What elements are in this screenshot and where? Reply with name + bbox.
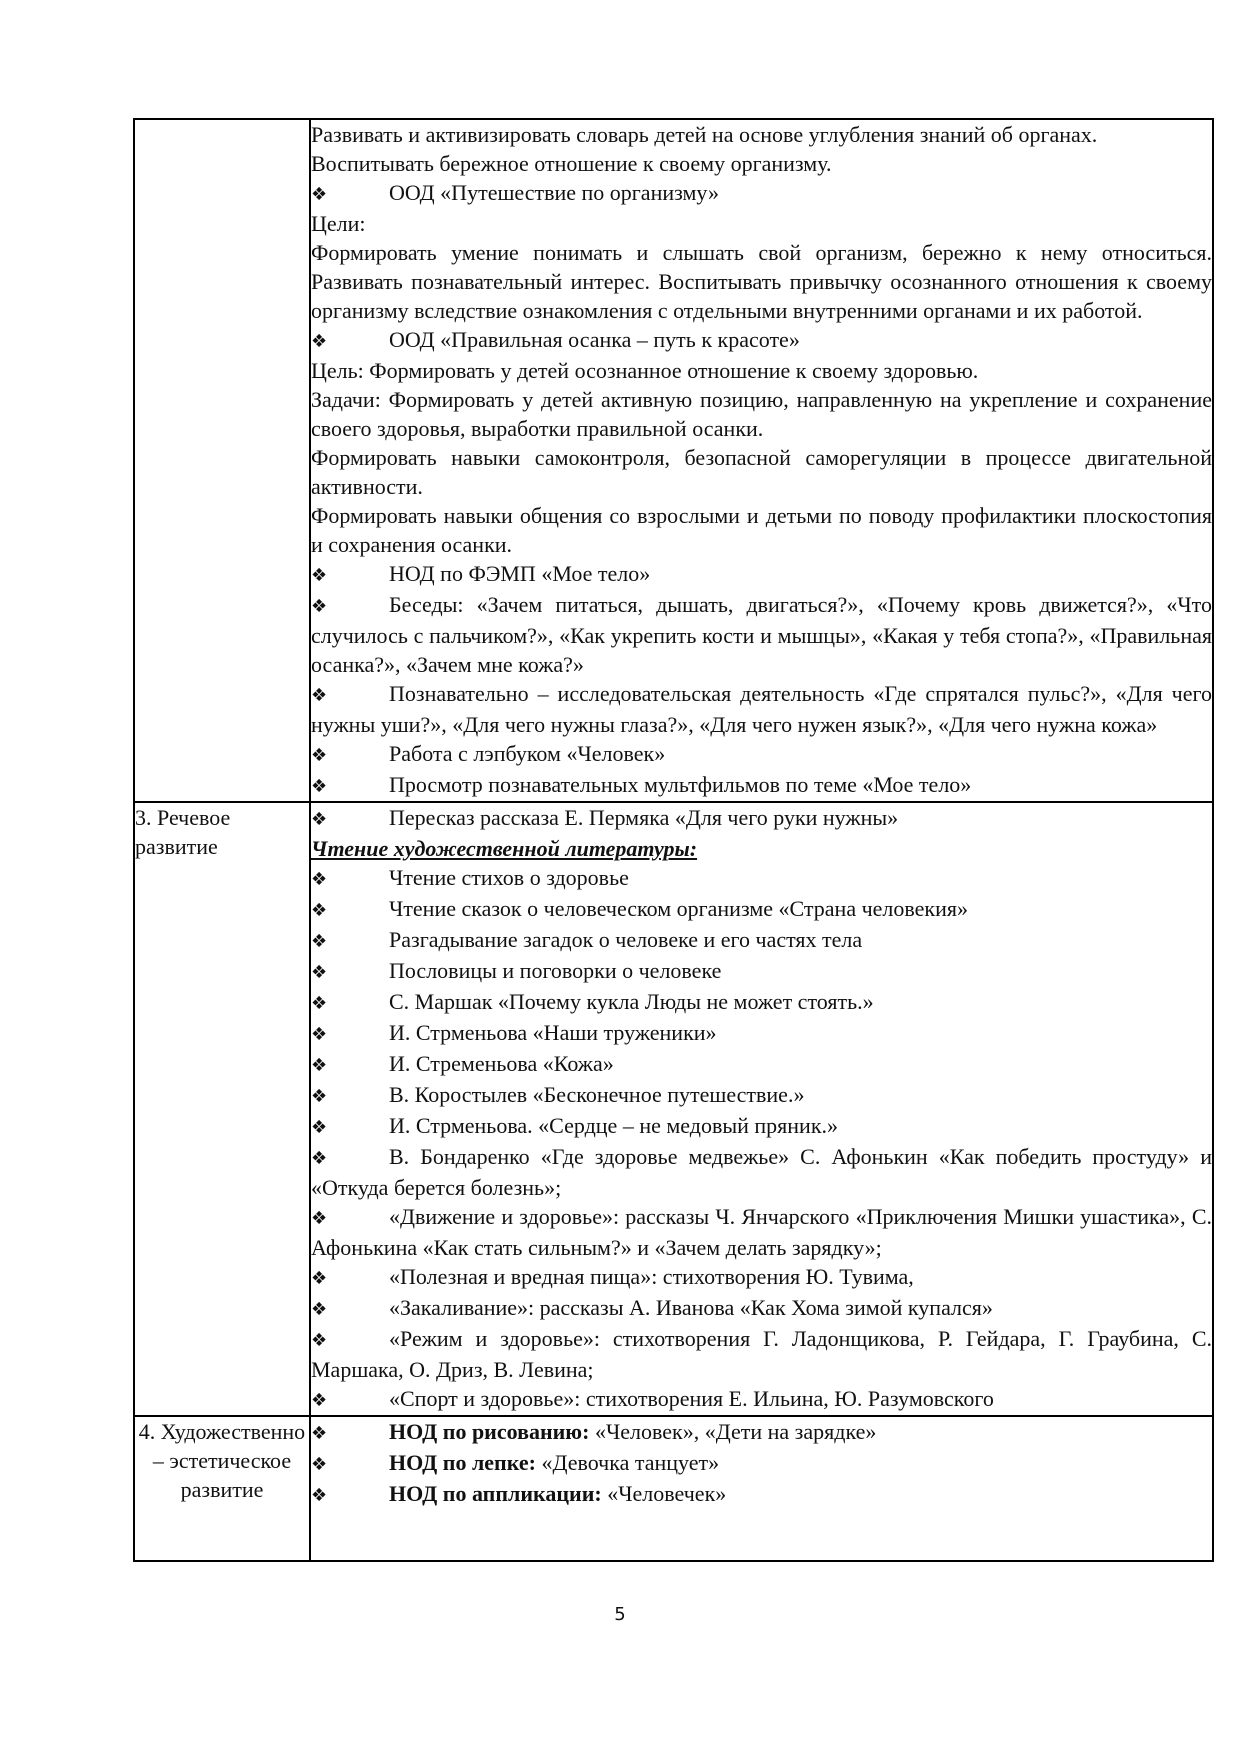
diamond-bullet-icon: ❖ <box>311 993 328 1014</box>
diamond-bullet-icon: ❖ <box>311 1454 328 1475</box>
bullet-item <box>311 987 1212 1018</box>
activity-title: НОД по рисованию: <box>389 1419 590 1444</box>
bullet-item <box>311 1293 1212 1324</box>
content-cell <box>310 119 1213 802</box>
bullet-text: Познавательно – исследовательская деятельность «Где спрятался пульс?», «Для чего нужны уши?», «Для чего нужны глаза?», «Для чего нужен язык?», «Для чего нужна кожа» <box>311 681 1212 737</box>
bullet-item <box>311 1018 1212 1049</box>
content-cell <box>310 1416 1213 1561</box>
bullet-item <box>311 1262 1212 1293</box>
section-cell: 4. Художественно – эстетическое развитие <box>134 1416 310 1561</box>
content-cell <box>310 802 1213 1416</box>
bullet-text: Пословицы и поговорки о человеке <box>389 958 722 983</box>
bullet-text: И. Стрменьова. «Сердце – не медовый пряник.» <box>389 1113 839 1138</box>
bullet-item <box>311 1417 1212 1448</box>
table-row <box>134 119 1213 802</box>
bullet-item <box>311 1448 1212 1479</box>
paragraph: Формировать умение понимать и слышать свой организм, бережно к нему относиться. Развивать познавательный интерес. Воспитывать привычку осознанного отношения к своему организму вследствие ознакомления с отдельными внутренними органами и их работой. <box>311 240 1212 323</box>
paragraph: Формировать навыки самоконтроля, безопасной саморегуляции в процессе двигательной активности. <box>311 445 1212 499</box>
bullet-text: Работа с лэпбуком «Человек» <box>389 741 666 766</box>
section-cell <box>134 119 310 802</box>
table-row <box>134 802 1213 1416</box>
diamond-bullet-icon: ❖ <box>311 962 328 983</box>
diamond-bullet-icon: ❖ <box>311 745 328 766</box>
bullet-text: Чтение сказок о человеческом организме «Страна человекия» <box>389 896 969 921</box>
curriculum-table <box>133 118 1214 1562</box>
paragraph: Цели: <box>311 211 366 236</box>
bullet-item <box>311 559 1212 590</box>
bullet-text: И. Стрменьова «Наши труженики» <box>389 1020 717 1045</box>
diamond-bullet-icon: ❖ <box>311 1148 328 1169</box>
bullet-text: «Полезная и вредная пища»: стихотворения Ю. Тувима, <box>389 1264 914 1289</box>
bullet-item <box>311 925 1212 956</box>
bullet-text: Пересказ рассказа Е. Пермяка «Для чего руки нужны» <box>389 805 899 830</box>
paragraph: Воспитывать бережное отношение к своему организму. <box>311 151 832 176</box>
bullet-item <box>311 739 1212 770</box>
bullet-text: ООД «Путешествие по организму» <box>389 180 719 205</box>
bullet-item <box>311 325 1212 356</box>
table-row <box>134 1416 1213 1561</box>
bullet-item <box>311 770 1212 801</box>
bullet-item <box>311 178 1212 209</box>
activity-topics: «Человек», «Дети на зарядке» <box>589 1419 877 1444</box>
bullet-item <box>311 803 1212 834</box>
bullet-text: «Спорт и здоровье»: стихотворения Е. Ильина, Ю. Разумовского <box>389 1386 994 1411</box>
diamond-bullet-icon: ❖ <box>311 1117 328 1138</box>
diamond-bullet-icon: ❖ <box>311 184 328 205</box>
bullet-text: Разгадывание загадок о человеке и его частях тела <box>389 927 863 952</box>
diamond-bullet-icon: ❖ <box>311 1330 328 1351</box>
bullet-text: «Движение и здоровье»: рассказы Ч. Янчарского «Приключения Мишки ушастика», С. Афонькина «Как стать сильным?» и «Зачем делать зарядку»; <box>311 1204 1212 1260</box>
diamond-bullet-icon: ❖ <box>311 565 328 586</box>
bullet-item <box>311 1324 1212 1384</box>
page-number: 5 <box>614 1604 626 1625</box>
bullet-text: НОД по ФЭМП «Мое тело» <box>389 561 651 586</box>
section-cell: 3. Речевое развитие <box>134 802 310 1416</box>
diamond-bullet-icon: ❖ <box>311 1299 328 1320</box>
bullet-text: Просмотр познавательных мультфильмов по теме «Мое тело» <box>389 772 972 797</box>
bullet-item <box>311 679 1212 739</box>
bullet-item <box>311 1111 1212 1142</box>
diamond-bullet-icon: ❖ <box>311 331 328 352</box>
diamond-bullet-icon: ❖ <box>311 1086 328 1107</box>
bullet-item <box>311 894 1212 925</box>
bullet-item <box>311 1049 1212 1080</box>
bullet-item <box>311 590 1212 679</box>
diamond-bullet-icon: ❖ <box>311 869 328 890</box>
diamond-bullet-icon: ❖ <box>311 685 328 706</box>
section-heading: Чтение художественной литературы: <box>311 836 698 861</box>
bullet-item <box>311 1080 1212 1111</box>
bullet-text: «Закаливание»: рассказы А. Иванова «Как Хома зимой купался» <box>389 1295 993 1320</box>
bullet-item <box>311 863 1212 894</box>
paragraph: Задачи: Формировать у детей активную позицию, направленную на укрепление и сохранение своего здоровья, выработки правильной осанки. <box>311 387 1212 441</box>
bullet-item <box>311 1202 1212 1262</box>
diamond-bullet-icon: ❖ <box>311 776 328 797</box>
paragraph: Цель: Формировать у детей осознанное отношение к своему здоровью. <box>311 358 979 383</box>
bullet-text: ООД «Правильная осанка – путь к красоте» <box>389 327 800 352</box>
bullet-text: В. Бондаренко «Где здоровье медвежье» С. Афонькин «Как победить простуду» и «Откуда берется болезнь»; <box>311 1144 1212 1200</box>
diamond-bullet-icon: ❖ <box>311 931 328 952</box>
activity-title: НОД по аппликации: <box>389 1481 602 1506</box>
paragraph: Формировать навыки общения со взрослыми и детьми по поводу профилактики плоскостопия и сохранения осанки. <box>311 503 1212 557</box>
bullet-item <box>311 1479 1212 1510</box>
bullet-text: Беседы: «Зачем питаться, дышать, двигаться?», «Почему кровь движется?», «Что случилось с пальчиком?», «Как укрепить кости и мышцы», «Какая у тебя стопа?», «Правильная осанка?», «Зачем мне кожа?» <box>311 592 1212 677</box>
bullet-item <box>311 1142 1212 1202</box>
diamond-bullet-icon: ❖ <box>311 900 328 921</box>
diamond-bullet-icon: ❖ <box>311 1024 328 1045</box>
bullet-text: И. Стременьова «Кожа» <box>389 1051 614 1076</box>
diamond-bullet-icon: ❖ <box>311 596 328 617</box>
bullet-text: В. Коростылев «Бесконечное путешествие.» <box>389 1082 805 1107</box>
diamond-bullet-icon: ❖ <box>311 1390 328 1411</box>
bullet-text: «Режим и здоровье»: стихотворения Г. Ладонщикова, Р. Гейдара, Г. Граубина, С. Маршака, О. Дриз, В. Левина; <box>311 1326 1212 1382</box>
diamond-bullet-icon: ❖ <box>311 1208 328 1229</box>
bullet-text: С. Маршак «Почему кукла Люды не может стоять.» <box>389 989 874 1014</box>
bullet-item <box>311 956 1212 987</box>
diamond-bullet-icon: ❖ <box>311 1055 328 1076</box>
bullet-item <box>311 1384 1212 1415</box>
bullet-text: Чтение стихов о здоровье <box>389 865 629 890</box>
activity-title: НОД по лепке: <box>389 1450 536 1475</box>
paragraph: Развивать и активизировать словарь детей на основе углубления знаний об органах. <box>311 122 1098 147</box>
activity-topics: «Человечек» <box>601 1481 727 1506</box>
activity-topics: «Девочка танцует» <box>535 1450 720 1475</box>
diamond-bullet-icon: ❖ <box>311 809 328 830</box>
diamond-bullet-icon: ❖ <box>311 1423 328 1444</box>
diamond-bullet-icon: ❖ <box>311 1268 328 1289</box>
diamond-bullet-icon: ❖ <box>311 1485 328 1506</box>
